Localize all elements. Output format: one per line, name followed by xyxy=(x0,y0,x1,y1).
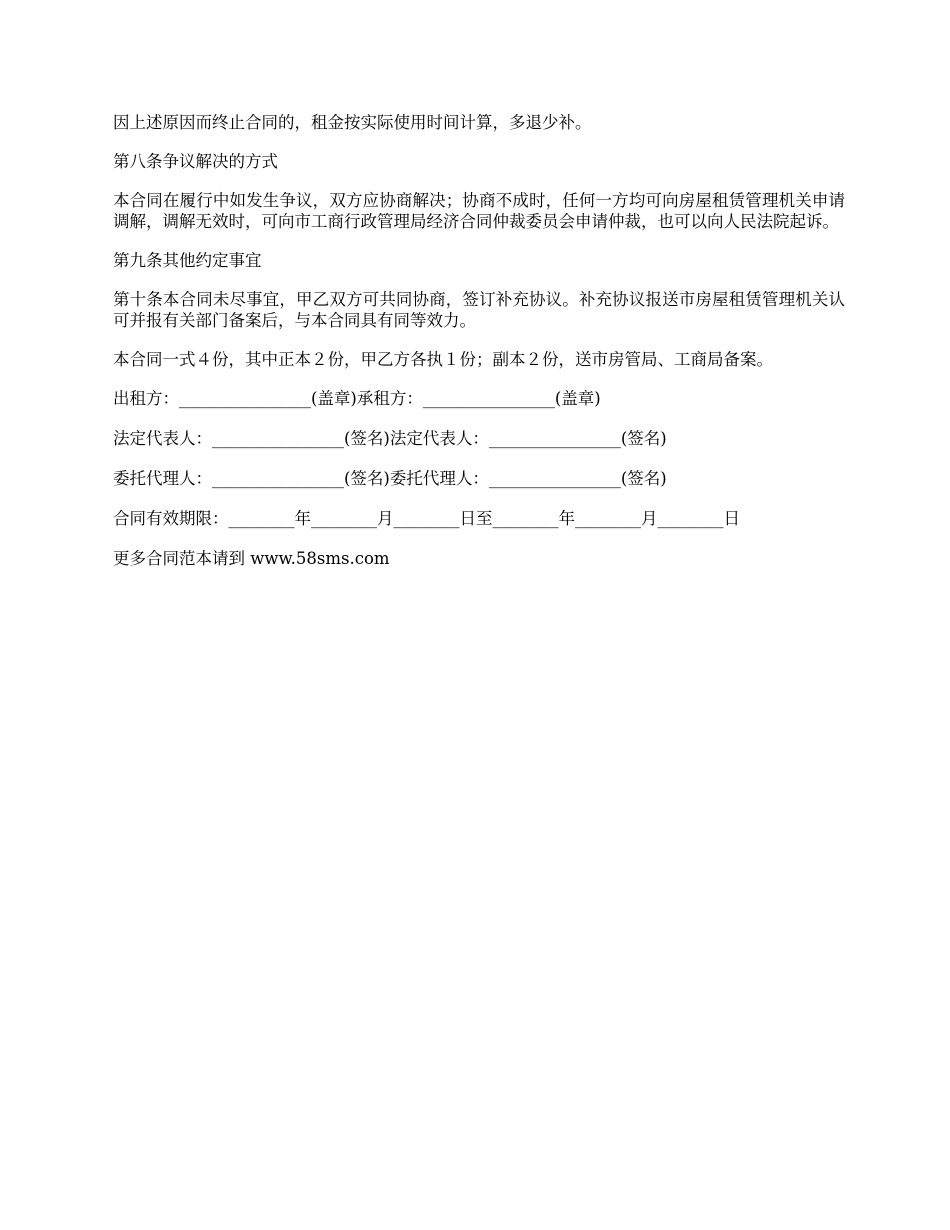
contract-validity-period: 合同有效期限：________年________月________日至________年________月________日 xyxy=(113,509,740,528)
paragraph-copies: 本合同一式４份，其中正本２份，甲乙方各执１份；副本２份，送市房管局、工商局备案。 xyxy=(113,350,773,369)
paragraph-article-10: 第十条本合同未尽事宜，甲乙双方可共同协商，签订补充协议。补充协议报送市房屋租赁管理机关认可并报有关部门备案后，与本合同具有同等效力。 xyxy=(113,290,845,330)
heading-article-8: 第八条争议解决的方式 xyxy=(113,152,278,171)
paragraph-termination-rent: 因上述原因而终止合同的，租金按实际使用时间计算，多退少补。 xyxy=(113,113,592,132)
signature-line-agents: 委托代理人：________________(签名)委托代理人：________________(签名) xyxy=(113,469,667,488)
heading-article-9: 第九条其他约定事宜 xyxy=(113,251,262,270)
signature-line-legal-representatives: 法定代表人：________________(签名)法定代表人：________________(签名) xyxy=(113,429,667,448)
footer-link-text: 更多合同范本请到 www.58sms.com xyxy=(113,549,390,568)
paragraph-dispute-resolution: 本合同在履行中如发生争议，双方应协商解决；协商不成时，任何一方均可向房屋租赁管理机关申请调解，调解无效时，可向市工商行政管理局经济合同仲裁委员会申请仲裁，也可以向人民法院起诉。 xyxy=(113,191,845,231)
signature-line-parties: 出租方：________________(盖章)承租方：________________(盖章) xyxy=(113,389,601,408)
document-body xyxy=(113,112,845,588)
